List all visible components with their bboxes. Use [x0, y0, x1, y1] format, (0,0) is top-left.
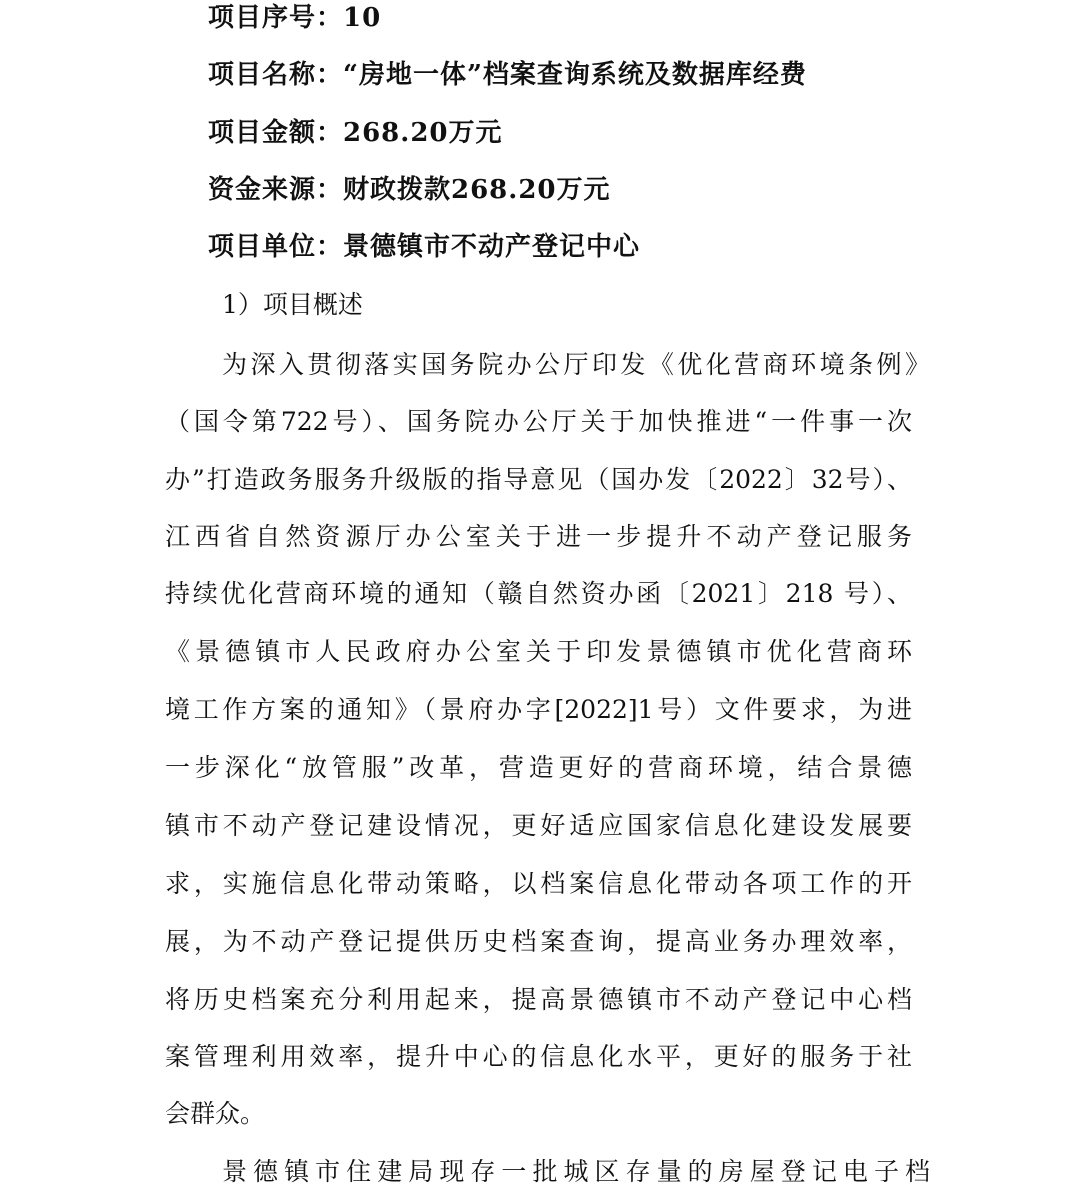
funding-source: 资金来源：财政拨款268.20万元	[208, 175, 611, 205]
project-number: 项目序号：10	[208, 3, 382, 33]
body-line: 会群众。	[165, 1099, 266, 1128]
body-line: 办”打造政务服务升级版的指导意见（国办发〔2022〕32号）、	[165, 465, 912, 494]
project-amount: 项目金额：268.20万元	[208, 118, 503, 148]
body-line: 镇市不动产登记建设情况，更好适应国家信息化建设发展要	[165, 811, 912, 840]
project-name: 项目名称：“房地一体”档案查询系统及数据库经费	[208, 60, 807, 90]
body-line: 展，为不动产登记提供历史档案查询，提高业务办理效率，	[165, 927, 912, 956]
body-line: 持续优化营商环境的通知（赣自然资办函〔2021〕218 号）、	[165, 579, 912, 608]
body-line: 《景德镇市人民政府办公室关于印发景德镇市优化营商环	[165, 637, 912, 666]
body-line: 将历史档案充分利用起来，提高景德镇市不动产登记中心档	[165, 985, 912, 1014]
body-line: 求，实施信息化带动策略，以档案信息化带动各项工作的开	[165, 869, 912, 898]
body-line: 案管理利用效率，提升中心的信息化水平，更好的服务于社	[165, 1042, 912, 1071]
body-line: （国令第722号）、国务院办公厅关于加快推进“一件事一次	[165, 407, 912, 436]
section-title: 1）项目概述	[222, 290, 363, 319]
body-line: 江西省自然资源厅办公室关于进一步提升不动产登记服务	[165, 522, 912, 551]
body-line: 为深入贯彻落实国务院办公厅印发《优化营商环境条例》	[222, 350, 930, 379]
project-unit: 项目单位：景德镇市不动产登记中心	[208, 232, 641, 262]
body-line: 景德镇市住建局现存一批城区存量的房屋登记电子档	[222, 1157, 930, 1186]
body-line: 境工作方案的通知》（景府办字[2022]1号）文件要求，为进	[165, 695, 912, 724]
body-line: 一步深化“放管服”改革，营造更好的营商环境，结合景德	[165, 753, 912, 782]
